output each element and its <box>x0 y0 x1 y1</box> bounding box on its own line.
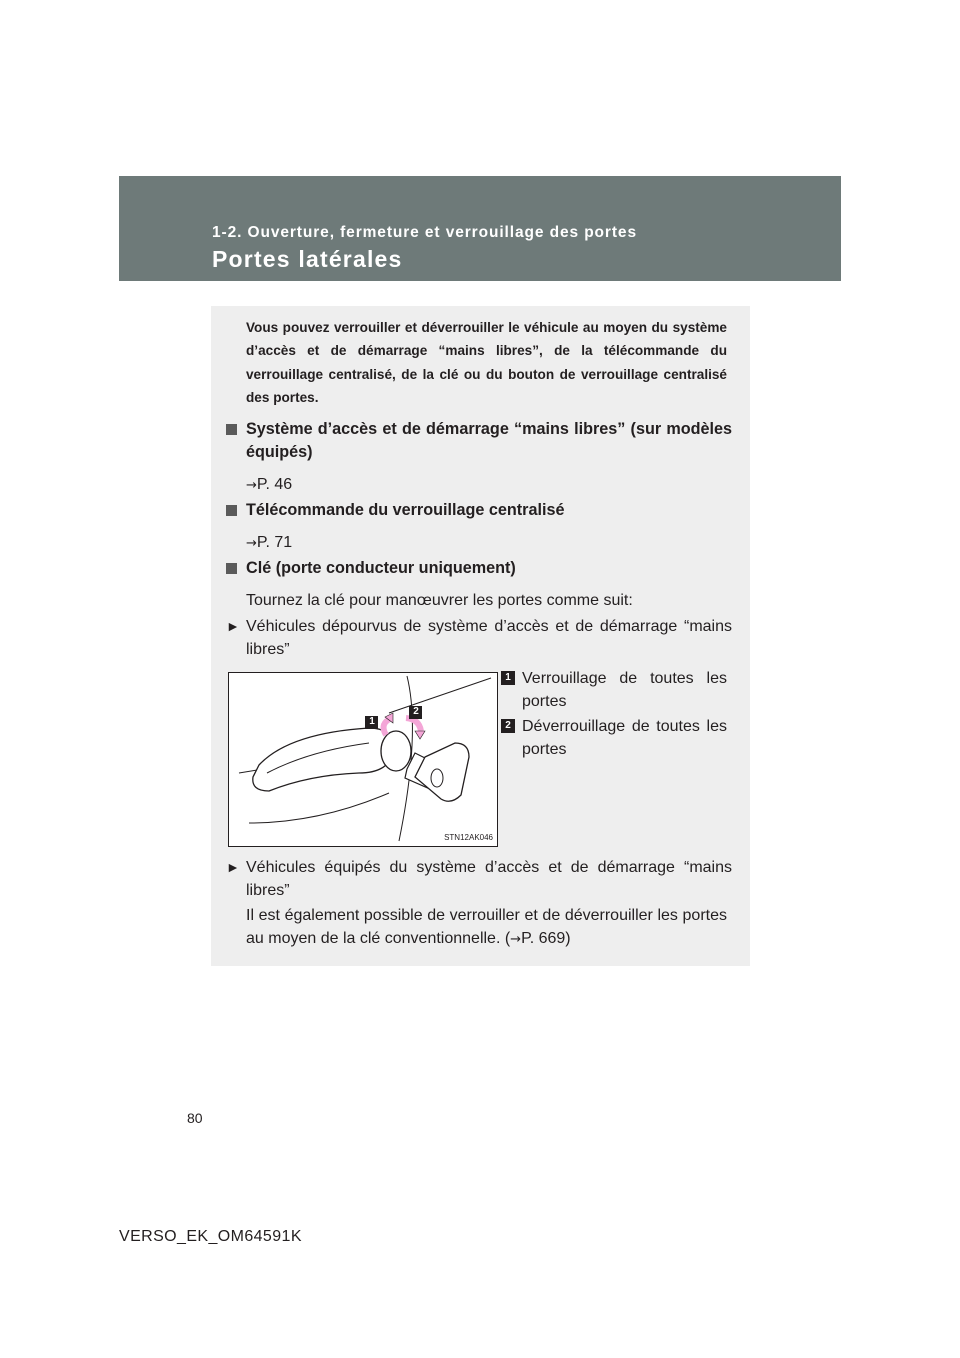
key-lock-illustration <box>228 672 498 847</box>
number-1-icon: 1 <box>501 671 515 685</box>
square-bullet-icon <box>226 563 237 574</box>
square-bullet-icon <box>226 424 237 435</box>
callout-text: Verrouillage de toutes les portes <box>522 670 727 710</box>
page-number: 80 <box>187 1110 203 1126</box>
callout-2-item <box>501 715 727 761</box>
page-title: Portes latérales <box>212 246 403 272</box>
section-smart-entry <box>226 418 732 497</box>
document-code: VERSO_EK_OM64591K <box>119 1228 302 1245</box>
door-handle-key-illustration <box>229 673 497 846</box>
section-key <box>226 557 732 612</box>
triangle-bullet-icon: ► <box>226 859 240 875</box>
section-heading: Système d’accès et de démarrage “mains libres” (sur modèles équipés) <box>246 420 732 461</box>
intro-paragraph: Vous pouvez verrouiller et déverrouiller le véhicule au moyen du système d’accès et de démarrage “mains libres”, de la télécommande du verrouillage centralisé, de la clé ou du bouton de verrouillage centralisé des portes. <box>246 320 727 406</box>
section-label: 1-2. Ouverture, fermeture et verrouillage des portes <box>212 224 637 241</box>
callout-1-item <box>501 667 727 713</box>
bullet-item <box>226 615 732 661</box>
bullet-text: Véhicules dépourvus de système d’accès et de démarrage “mains libres” <box>246 618 732 658</box>
callout-2-label: 2 <box>413 706 419 717</box>
bullet-item <box>226 856 732 902</box>
bullet-text: Véhicules équipés du système d’accès et de démarrage “mains libres” <box>246 859 732 899</box>
arrow-ref-icon: → <box>510 932 522 947</box>
triangle-bullet-icon: ► <box>226 618 240 634</box>
page-reference[interactable]: P. 669 <box>521 930 566 947</box>
square-bullet-icon <box>226 505 237 516</box>
content-box <box>211 306 750 966</box>
closing-paragraph: Il est également possible de verrouiller et de déverrouiller les portes au moyen de la clé conventionnelle. (→P. 669) <box>246 907 727 947</box>
section-remote <box>226 499 732 555</box>
arrow-ref-icon: → <box>246 478 257 493</box>
number-2-icon: 2 <box>501 719 515 733</box>
section-heading: Clé (porte conducteur uniquement) <box>246 559 516 577</box>
arrow-ref-icon: → <box>246 536 257 551</box>
callout-1-label: 1 <box>369 716 375 727</box>
callout-text: Déverrouillage de toutes les portes <box>522 718 727 758</box>
page-reference[interactable]: P. 46 <box>256 476 293 493</box>
figure-code: STN12AK046 <box>444 833 493 842</box>
header-band <box>119 176 841 281</box>
section-heading: Télécommande du verrouillage centralisé <box>246 501 565 519</box>
section-body: Tournez la clé pour manœuvrer les portes comme suit: <box>246 592 633 609</box>
page-reference[interactable]: P. 71 <box>256 534 293 551</box>
